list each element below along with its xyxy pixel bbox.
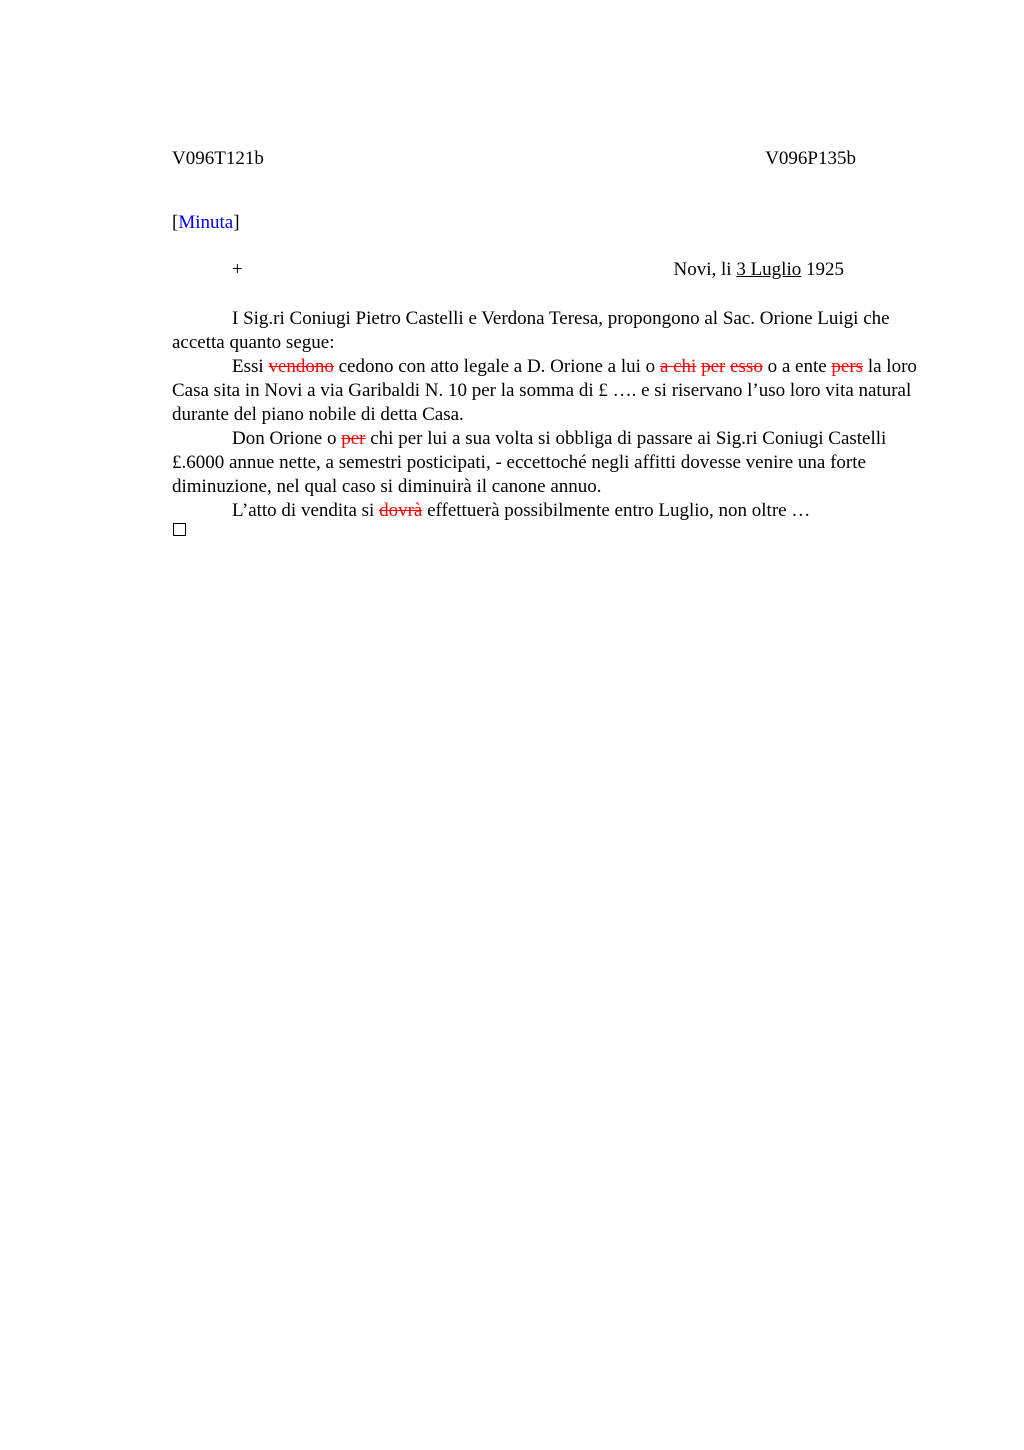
minuta-label-line [172,211,240,235]
date-day-month: 3 Luglio [736,259,802,280]
text-run: o a ente [762,356,832,377]
deleted-word: per [701,356,726,377]
deleted-word: pers [831,356,864,377]
paragraph-3 [172,427,922,499]
deleted-word: esso [730,356,763,377]
date-year: 1925 [801,259,844,280]
text-run: chi per lui a sua volta si obbliga di passare ai Sig.ri Coniugi Castelli £.6000 annue nette, a semestri posticipati, - eccettoché negli affitti dovesse venire una forte diminuzione, nel qual caso si diminuirà il canone annuo. [172,428,887,497]
date-prefix: Novi, li [673,259,737,280]
cross-mark: + [232,259,243,280]
document-header [172,147,856,171]
text-run: L’atto di vendita si [232,500,380,521]
document-body [172,307,922,523]
bracket-open: [ [172,212,179,233]
text-run: la loro Casa sita in Novi a via Garibaldi N. 10 per la somma di £ …. e si riservano l’uso loro vita natural durante del piano nobile di detta Casa. [172,356,917,425]
deleted-word: per [341,428,366,449]
deleted-word: vendono [268,356,334,377]
date-line [172,258,844,282]
text-run: Don Orione o [232,428,342,449]
text-run: cedono con atto legale a D. Orione a lui o [333,356,660,377]
bracket-close: ] [233,212,240,233]
end-square-icon [173,523,186,536]
paragraph-1: I Sig.ri Coniugi Pietro Castelli e Verdona Teresa, propongono al Sac. Orione Luigi che accetta quanto segue: [172,308,890,353]
paragraph-4 [172,499,922,523]
document-code-right: V096P135b [765,148,856,169]
minuta-label: Minuta [178,212,234,233]
text-run: effettuerà possibilmente entro Luglio, non oltre … [422,500,811,521]
place-date [674,258,844,282]
document-code-left: V096T121b [172,148,264,169]
deleted-word: dovrà [379,500,423,521]
deleted-word: a chi [659,356,697,377]
text-run: Essi [232,356,269,377]
paragraph-2 [172,355,922,427]
